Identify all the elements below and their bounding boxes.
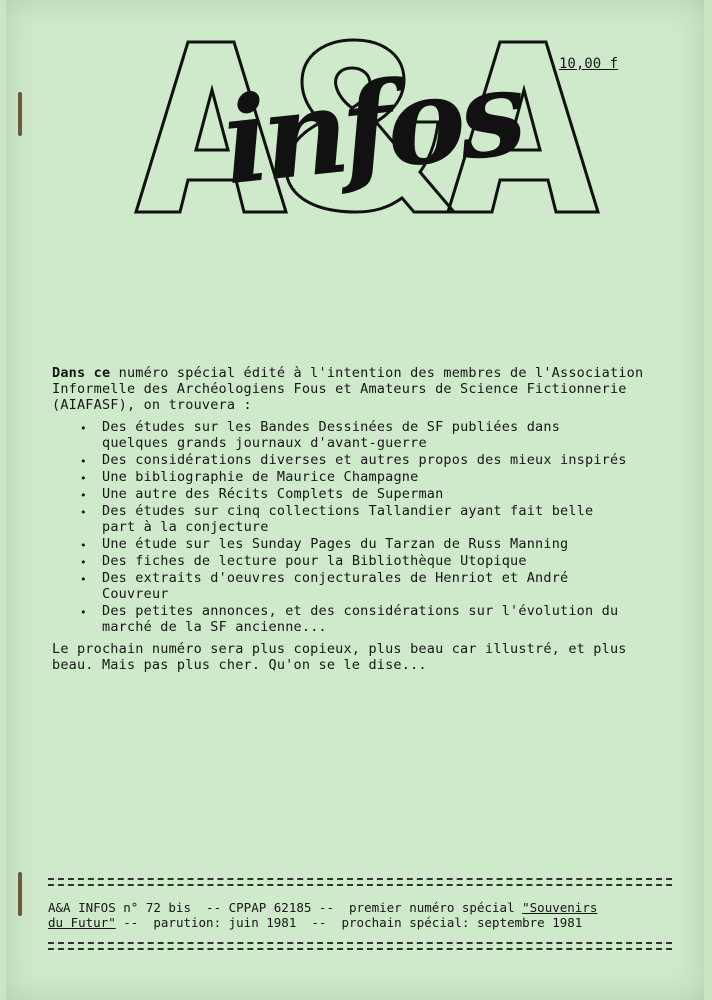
intro-text: numéro spécial édité à l'intention des membres de l'Association Informelle des Archéologiens Fous et Amateurs de Science Fictionnerie (AIAFASF), on trouvera :: [52, 365, 644, 413]
divider: [48, 948, 672, 950]
list-item: • Une autre des Récits Complets de Superman: [78, 486, 672, 502]
footer-line-1: [48, 900, 672, 915]
divider: [48, 884, 672, 886]
contents-list: [52, 419, 672, 635]
magazine-cover: [6, 0, 704, 1000]
list-item: • Des extraits d'oeuvres conjecturales de Henriot et André Couvreur: [78, 570, 672, 602]
aa-infos-logo: [126, 30, 619, 240]
intro-paragraph: [52, 365, 672, 413]
footer-line-2-text: -- parution: juin 1981 -- prochain spécial: septembre 1981: [115, 915, 583, 930]
list-item: • Des petites annonces, et des considérations sur l'évolution du marché de la SF ancienne...: [78, 603, 672, 635]
list-item: • Des études sur les Bandes Dessinées de SF publiées dans quelques grands journaux d'avant-guerre: [78, 419, 672, 451]
footer: [48, 874, 672, 952]
divider: [48, 942, 672, 944]
staple-top: [18, 92, 22, 136]
staple-bottom: [18, 872, 22, 916]
list-item: • Une bibliographie de Maurice Champagne: [78, 469, 672, 485]
list-item: • Des considérations diverses et autres propos des mieux inspirés: [78, 452, 672, 468]
price-label: 10,00 f: [559, 56, 619, 72]
logo-script-text: infos: [216, 42, 527, 212]
special-title-part-1: "Souvenirs: [522, 900, 598, 915]
footer-line-2: [48, 915, 672, 930]
list-item: • Des études sur cinq collections Tallandier ayant fait belle part à la conjecture: [78, 503, 672, 535]
special-title-part-2: du Futur": [48, 915, 116, 930]
intro-lead: Dans ce: [52, 365, 111, 381]
list-item: • Une étude sur les Sunday Pages du Tarzan de Russ Manning: [78, 536, 672, 552]
closing-paragraph: Le prochain numéro sera plus copieux, plus beau car illustré, et plus beau. Mais pas plus cher. Qu'on se le dise...: [52, 641, 627, 673]
footer-line-1-text: A&A INFOS n° 72 bis -- CPPAP 62185 -- premier numéro spécial: [48, 900, 523, 915]
list-item: • Des fiches de lecture pour la Bibliothèque Utopique: [78, 553, 672, 569]
contents-block: [52, 365, 672, 673]
divider: [48, 878, 672, 880]
